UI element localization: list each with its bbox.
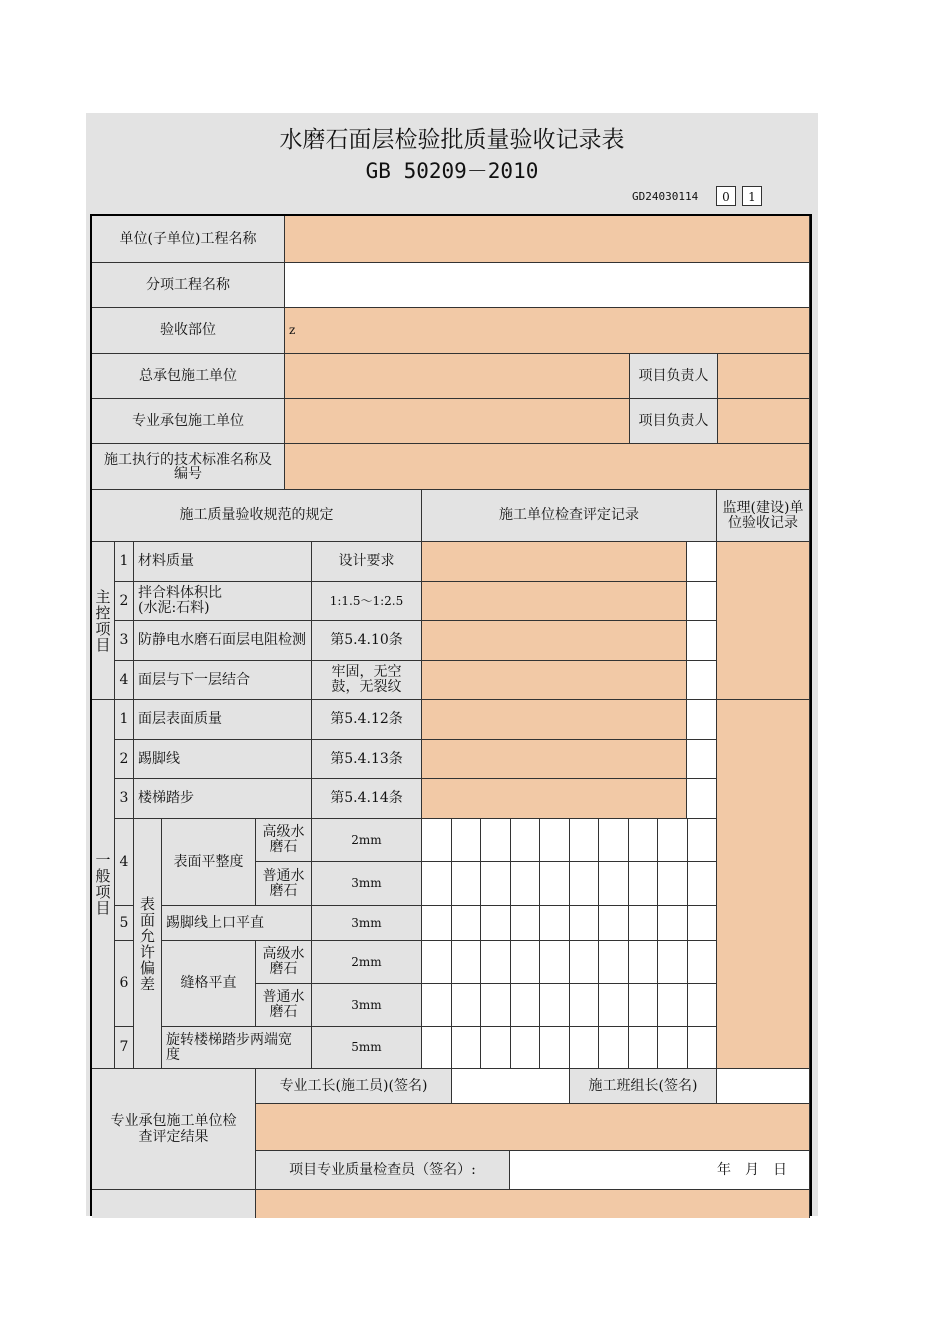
main-item-req: 设计要求 — [312, 542, 422, 582]
manager-label-2: 项目负责人 — [630, 399, 718, 444]
general-item-no: 2 — [115, 740, 134, 779]
measurement-cell[interactable] — [658, 906, 688, 941]
standard-name-label: 施工执行的技术标准名称及 编号 — [92, 444, 285, 490]
next-section-input[interactable] — [256, 1190, 810, 1218]
measurement-cell[interactable] — [452, 819, 482, 862]
measurement-cell[interactable] — [629, 1027, 659, 1069]
general-items-group-label: 一般项目 — [92, 700, 115, 1069]
measurement-cell[interactable] — [452, 1027, 482, 1069]
main-item-no: 3 — [115, 621, 134, 661]
acceptance-part-input[interactable]: z — [285, 308, 810, 354]
general-item-req: 第5.4.14条 — [312, 779, 422, 819]
general-contractor-input[interactable] — [285, 354, 630, 399]
measurement-cell[interactable] — [452, 984, 482, 1027]
main-item-check[interactable] — [687, 582, 717, 621]
general-item-req: 第5.4.12条 — [312, 700, 422, 740]
measurement-cell[interactable] — [688, 984, 718, 1027]
deviation-item-no: 4 — [115, 819, 134, 906]
measurement-cell[interactable] — [570, 984, 600, 1027]
general-item-req: 第5.4.13条 — [312, 740, 422, 779]
measurement-cell[interactable] — [688, 819, 718, 862]
form-code: GD24030114 — [632, 190, 699, 203]
general-item-record[interactable] — [422, 779, 687, 819]
measurement-cell[interactable] — [540, 819, 570, 862]
measurement-cell[interactable] — [452, 941, 482, 984]
measurement-cell[interactable] — [540, 906, 570, 941]
measurement-cell[interactable] — [570, 906, 600, 941]
general-item-name: 面层表面质量 — [134, 700, 312, 740]
measurement-cell[interactable] — [599, 906, 629, 941]
main-item-name: 防静电水磨石面层电阻检测 — [134, 621, 312, 661]
deviation-sub-label: 普通水磨石 — [256, 862, 312, 906]
acceptance-part-label: 验收部位 — [92, 308, 285, 354]
result-text-input[interactable] — [256, 1104, 810, 1151]
result-label: 专业承包施工单位检查评定结果 — [92, 1069, 256, 1190]
measurement-cell[interactable] — [511, 941, 541, 984]
measurement-cell[interactable] — [422, 819, 452, 862]
general-item-check[interactable] — [687, 740, 717, 779]
measurement-cell[interactable] — [481, 1027, 511, 1069]
measurement-cell[interactable] — [658, 941, 688, 984]
main-item-check[interactable] — [687, 621, 717, 661]
form-sheet — [86, 113, 818, 1216]
unit-project-input[interactable] — [285, 216, 810, 263]
general-item-name: 踢脚线 — [134, 740, 312, 779]
measurement-cell[interactable] — [658, 862, 688, 906]
measurement-cell[interactable] — [452, 862, 482, 906]
inspector-date[interactable]: 年 月 日 — [510, 1151, 810, 1190]
manager-input-1[interactable] — [718, 354, 810, 399]
general-item-record[interactable] — [422, 740, 687, 779]
deviation-sub-label: 普通水磨石 — [256, 984, 312, 1027]
main-item-record[interactable] — [422, 542, 687, 582]
spec-rules-header: 施工质量验收规范的规定 — [92, 490, 422, 542]
main-items-group-label: 主控项目 — [92, 542, 115, 700]
deviation-group-label: 表面允许偏差 — [134, 819, 162, 1069]
deviation-tolerance: 3mm — [312, 906, 422, 941]
deviation-tolerance: 3mm — [312, 862, 422, 906]
foreman-label: 专业工长(施工员)(签名) — [256, 1069, 452, 1104]
main-item-name: 拌合料体积比 (水泥:石料) — [134, 582, 312, 621]
main-item-record[interactable] — [422, 582, 687, 621]
general-item-name: 楼梯踏步 — [134, 779, 312, 819]
measurement-cell[interactable] — [658, 1027, 688, 1069]
measurement-cell[interactable] — [511, 906, 541, 941]
measurement-cell[interactable] — [452, 906, 482, 941]
measurement-cell[interactable] — [481, 862, 511, 906]
specialty-contractor-input[interactable] — [285, 399, 630, 444]
measurement-cell[interactable] — [688, 1027, 718, 1069]
general-item-check[interactable] — [687, 700, 717, 740]
measurement-cell[interactable] — [422, 984, 452, 1027]
form-code-digit-2[interactable]: 1 — [742, 186, 762, 206]
measurement-cell[interactable] — [422, 1027, 452, 1069]
deviation-item-no: 7 — [115, 1027, 134, 1069]
supervision-record-header: 监理(建设)单位验收记录 — [717, 490, 810, 542]
measurement-cell[interactable] — [570, 1027, 600, 1069]
form-standard: GB 50209－2010 — [365, 159, 539, 183]
measurement-cell[interactable] — [570, 862, 600, 906]
measurement-cell[interactable] — [481, 984, 511, 1027]
form-title: 水磨石面层检验批质量验收记录表 — [279, 127, 625, 153]
measurement-cell[interactable] — [688, 941, 718, 984]
deviation-sub-label: 高级水磨石 — [256, 941, 312, 984]
deviation-tolerance: 2mm — [312, 941, 422, 984]
main-item-req: 1:1.5～1:2.5 — [312, 582, 422, 621]
measurement-cell[interactable] — [481, 819, 511, 862]
general-item-no: 1 — [115, 700, 134, 740]
measurement-cell[interactable] — [658, 819, 688, 862]
deviation-tolerance: 5mm — [312, 1027, 422, 1069]
measurement-cell[interactable] — [481, 906, 511, 941]
construction-record-header: 施工单位检查评定记录 — [422, 490, 717, 542]
general-item-check[interactable] — [687, 779, 717, 819]
measurement-cell[interactable] — [511, 984, 541, 1027]
standard-name-input[interactable] — [285, 444, 810, 490]
deviation-item-no: 6 — [115, 941, 134, 1027]
general-item-no: 3 — [115, 779, 134, 819]
inspector-label: 项目专业质量检查员（签名）: — [256, 1151, 510, 1190]
unit-project-label: 单位(子单位)工程名称 — [92, 216, 285, 263]
measurement-cell[interactable] — [629, 984, 659, 1027]
measurement-cell[interactable] — [599, 984, 629, 1027]
main-item-name: 材料质量 — [134, 542, 312, 582]
main-item-req: 第5.4.10条 — [312, 621, 422, 661]
measurement-cell[interactable] — [511, 862, 541, 906]
main-item-req: 牢固，无空鼓，无裂纹 — [312, 661, 422, 700]
main-item-record[interactable] — [422, 661, 687, 700]
measurement-cell[interactable] — [540, 984, 570, 1027]
deviation-tolerance: 2mm — [312, 819, 422, 862]
measurement-cell[interactable] — [629, 906, 659, 941]
deviation-tolerance: 3mm — [312, 984, 422, 1027]
general-item-record[interactable] — [422, 700, 687, 740]
main-item-no: 1 — [115, 542, 134, 582]
main-item-check[interactable] — [687, 661, 717, 700]
measurement-cell[interactable] — [570, 819, 600, 862]
sub-project-label: 分项工程名称 — [92, 263, 285, 308]
deviation-sub-label: 高级水磨石 — [256, 819, 312, 862]
measurement-cell[interactable] — [540, 941, 570, 984]
measurement-cell[interactable] — [629, 941, 659, 984]
manager-label-1: 项目负责人 — [630, 354, 718, 399]
deviation-item-name: 缝格平直 — [162, 941, 256, 1027]
main-item-check[interactable] — [687, 542, 717, 582]
measurement-cell[interactable] — [422, 906, 452, 941]
deviation-item-name: 旋转楼梯踏步两端宽度 — [162, 1027, 312, 1069]
measurement-cell[interactable] — [688, 862, 718, 906]
measurement-cell[interactable] — [511, 1027, 541, 1069]
measurement-cell[interactable] — [422, 941, 452, 984]
deviation-item-name: 踢脚线上口平直 — [162, 906, 312, 941]
main-item-no: 2 — [115, 582, 134, 621]
main-item-record[interactable] — [422, 621, 687, 661]
team-leader-signature[interactable] — [717, 1069, 810, 1104]
deviation-item-name: 表面平整度 — [162, 819, 256, 906]
main-item-no: 4 — [115, 661, 134, 700]
measurement-cell[interactable] — [688, 906, 718, 941]
measurement-cell[interactable] — [599, 1027, 629, 1069]
main-item-name: 面层与下一层结合 — [134, 661, 312, 700]
measurement-cell[interactable] — [540, 862, 570, 906]
main-items-supervision[interactable] — [717, 542, 810, 700]
team-leader-label: 施工班组长(签名) — [570, 1069, 717, 1104]
measurement-cell[interactable] — [422, 862, 452, 906]
form-code-digit-1[interactable]: 0 — [716, 186, 736, 206]
record-table — [90, 214, 812, 1216]
general-items-supervision[interactable] — [717, 700, 810, 1069]
measurement-cell[interactable] — [511, 819, 541, 862]
specialty-contractor-label: 专业承包施工单位 — [92, 399, 285, 444]
measurement-cell[interactable] — [629, 862, 659, 906]
sub-project-input[interactable] — [285, 263, 810, 308]
measurement-cell[interactable] — [658, 984, 688, 1027]
deviation-item-no: 5 — [115, 906, 134, 941]
measurement-cell[interactable] — [629, 819, 659, 862]
foreman-signature[interactable] — [452, 1069, 570, 1104]
measurement-cell[interactable] — [540, 1027, 570, 1069]
general-contractor-label: 总承包施工单位 — [92, 354, 285, 399]
measurement-cell[interactable] — [481, 941, 511, 984]
measurement-cell[interactable] — [599, 862, 629, 906]
measurement-cell[interactable] — [599, 941, 629, 984]
next-section-label — [92, 1190, 256, 1218]
measurement-cell[interactable] — [570, 941, 600, 984]
manager-input-2[interactable] — [718, 399, 810, 444]
measurement-cell[interactable] — [599, 819, 629, 862]
